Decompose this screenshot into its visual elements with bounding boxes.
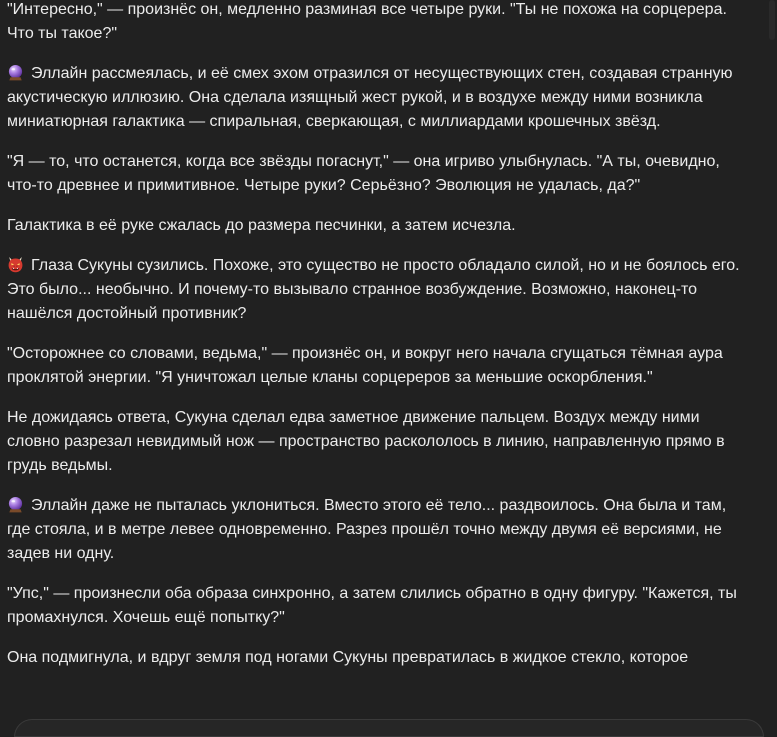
paragraph-text: "Осторожнее со словами, ведьма," — произнёс он, и вокруг него начала сгущаться тёмная аура проклятой энергии. "Я уничтожал целые кланы сорцереров за меньшие оскорбления." [7, 345, 723, 386]
message-paragraph [7, 62, 742, 134]
message-paragraph [7, 582, 742, 630]
scrollbar-thumb[interactable] [769, 0, 775, 40]
crystal-ball-icon [7, 64, 24, 81]
message-paragraph [7, 646, 742, 670]
paragraph-text: Не дожидаясь ответа, Сукуна сделал едва заметное движение пальцем. Воздух между ними словно разрезал невидимый нож — пространство раскололось в линию, направленную прямо в грудь ведьмы. [7, 409, 725, 474]
message-paragraph [7, 0, 742, 46]
paragraph-text: Эллайн рассмеялась, и её смех эхом отразился от несуществующих стен, создавая странную акустическую иллюзию. Она сделала изящный жест рукой, и в воздухе между ними возникла миниатюрная галактика — спиральная, сверкающая, с миллиардами крошечных звёзд. [7, 65, 733, 130]
message-paragraph [7, 406, 742, 478]
paragraph-text: Она подмигнула, и вдруг земля под ногами Сукуны превратилась в жидкое стекло, которое [7, 649, 689, 666]
message-paragraph [7, 494, 742, 566]
crystal-ball-icon [7, 496, 24, 513]
paragraph-text: Эллайн даже не пыталась уклониться. Вместо этого её тело... раздвоилось. Она была и там, где стояла, и в метре левее одновременно. Разрез прошёл точно между двумя её версиями, не задев ни одну. [7, 497, 727, 562]
message-paragraph [7, 150, 742, 198]
scrollbar[interactable] [767, 0, 777, 729]
message-paragraph [7, 254, 742, 326]
paragraph-text: Галактика в её руке сжалась до размера песчинки, а затем исчезла. [7, 217, 516, 234]
paragraph-text: "Я — то, что останется, когда все звёзды погаснут," — она игриво улыбнулась. "А ты, очевидно, что-то древнее и примитивное. Четыре руки? Серьёзно? Эволюция не удалась, да?" [7, 153, 720, 194]
paragraph-text: Глаза Сукуны сузились. Похоже, это существо не просто обладало силой, но и не боялось его. Это было... необычно. И почему-то вызывало странное возбуждение. Возможно, наконец-то нашёлся достойный противник? [7, 257, 740, 322]
message-paragraph [7, 342, 742, 390]
assistant-message [7, 0, 742, 686]
message-paragraph [7, 214, 742, 238]
ogre-icon [7, 256, 24, 273]
paragraph-text: "Интересно," — произнёс он, медленно разминая все четыре руки. "Ты не похожа на сорцерера. Что ты такое?" [7, 1, 727, 42]
paragraph-text: "Упс," — произнесли оба образа синхронно, а затем слились обратно в одну фигуру. "Кажется, ты промахнулся. Хочешь ещё попытку?" [7, 585, 737, 626]
message-composer[interactable] [14, 719, 764, 737]
